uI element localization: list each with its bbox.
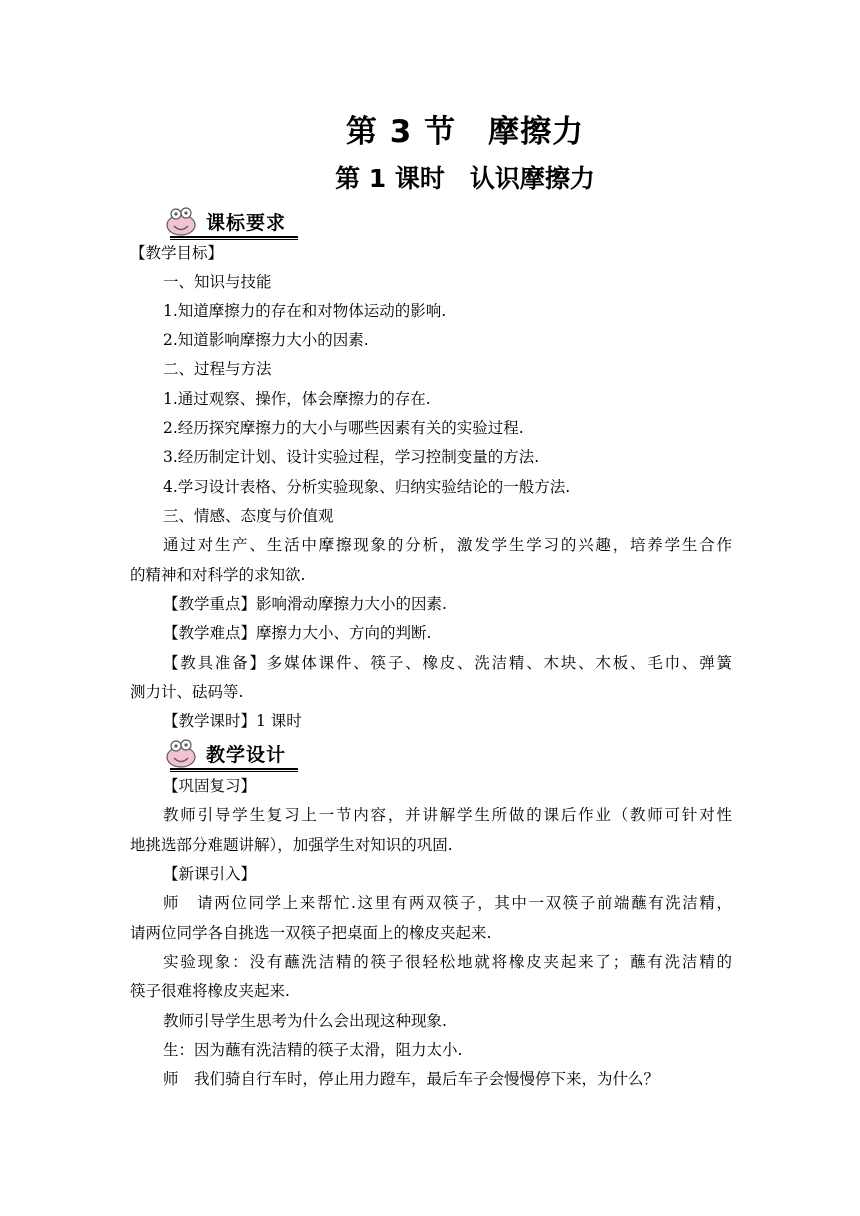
knowledge-heading: 一、知识与技能 <box>163 273 272 291</box>
cartoon-character-icon <box>164 206 198 236</box>
hours: 【教学课时】1 课时 <box>163 712 302 730</box>
section-label: 教学设计 <box>206 744 287 766</box>
key-point: 【教学重点】影响滑动摩擦力大小的因素. <box>163 595 447 613</box>
section-header-requirements <box>160 206 300 240</box>
section-header-design <box>160 738 300 772</box>
divider <box>170 239 298 240</box>
knowledge-item: 2.知道影响摩擦力大小的因素. <box>163 331 369 349</box>
paragraph: 地挑选部分难题讲解），加强学生对知识的巩固. <box>130 836 453 854</box>
page-subtitle: 第 1 课时 认识摩擦力 <box>335 164 595 193</box>
paragraph: 师 请两位同学上来帮忙.这里有两双筷子，其中一双筷子前端蘸有洗洁精， <box>163 894 732 912</box>
divider <box>170 236 298 238</box>
paragraph: 实验现象：没有蘸洗洁精的筷子很轻松地就将橡皮夹起来了；蘸有洗洁精的 <box>163 953 732 971</box>
paragraph: 生：因为蘸有洗洁精的筷子太滑，阻力太小. <box>163 1041 463 1059</box>
page-title: 第 3 节 摩擦力 <box>345 114 585 150</box>
tools: 【教具准备】多媒体课件、筷子、橡皮、洗洁精、木块、木板、毛巾、弹簧 <box>163 654 732 672</box>
review-heading: 【巩固复习】 <box>163 777 257 795</box>
knowledge-item: 1.知道摩擦力的存在和对物体运动的影响. <box>163 302 447 320</box>
cartoon-character-icon <box>164 738 198 768</box>
goals-heading: 【教学目标】 <box>130 244 224 262</box>
emotion-heading: 三、情感、态度与价值观 <box>163 507 334 525</box>
process-item: 2.经历探究摩擦力的大小与哪些因素有关的实验过程. <box>163 419 524 437</box>
paragraph: 师 我们骑自行车时，停止用力蹬车，最后车子会慢慢停下来，为什么？ <box>163 1070 660 1088</box>
divider <box>170 771 298 772</box>
divider <box>170 768 298 770</box>
process-item: 3.经历制定计划、设计实验过程，学习控制变量的方法. <box>163 448 540 466</box>
intro-heading: 【新课引入】 <box>163 865 257 883</box>
tools: 测力计、砝码等. <box>130 683 244 701</box>
paragraph: 教师引导学生思考为什么会出现这种现象. <box>163 1012 447 1030</box>
paragraph: 筷子很难将橡皮夹起来. <box>130 982 290 1000</box>
process-item: 1.通过观察、操作，体会摩擦力的存在. <box>163 390 431 408</box>
paragraph: 通过对生产、生活中摩擦现象的分析，激发学生学习的兴趣，培养学生合作 <box>163 536 732 554</box>
difficulty: 【教学难点】摩擦力大小、方向的判断. <box>163 624 432 642</box>
paragraph: 教师引导学生复习上一节内容，并讲解学生所做的课后作业（教师可针对性 <box>163 806 732 824</box>
paragraph: 的精神和对科学的求知欲. <box>130 566 306 584</box>
process-heading: 二、过程与方法 <box>163 360 272 378</box>
paragraph: 请两位同学各自挑选一双筷子把桌面上的橡皮夹起来. <box>130 924 492 942</box>
process-item: 4.学习设计表格、分析实验现象、归纳实验结论的一般方法. <box>163 478 571 496</box>
section-label: 课标要求 <box>206 212 287 234</box>
